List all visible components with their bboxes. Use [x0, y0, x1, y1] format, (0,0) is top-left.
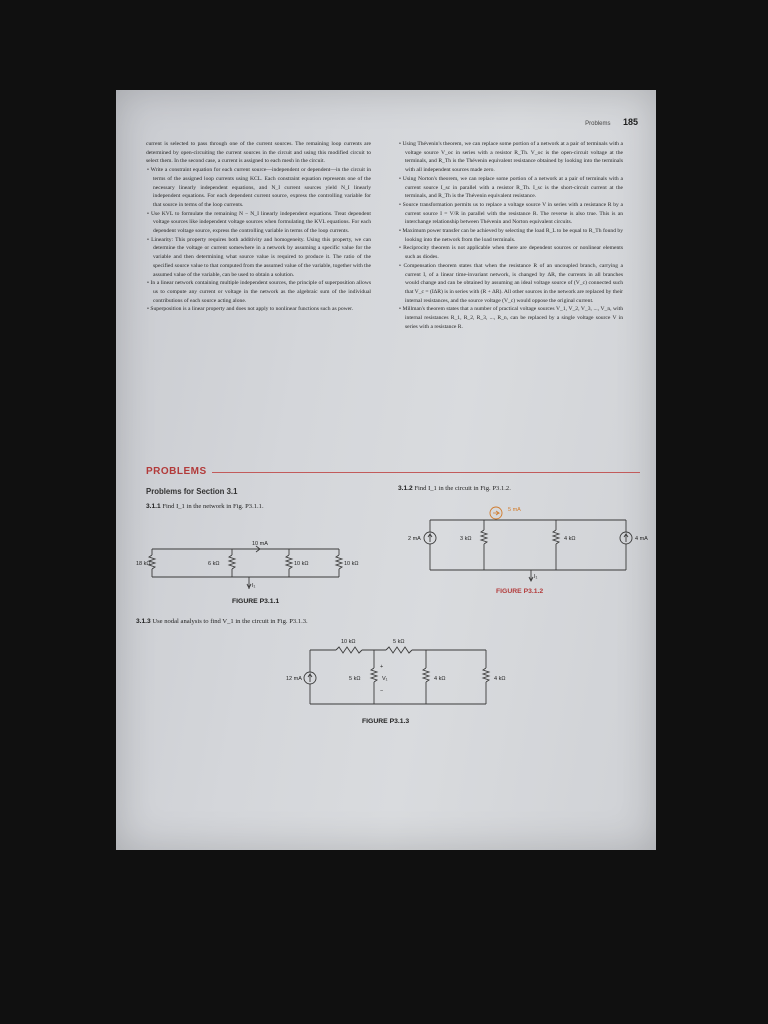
figure-caption: FIGURE P3.1.3 — [362, 718, 410, 725]
bullet-item: • Use KVL to formulate the remaining N − N_I linearly independent equations. Treat dependent voltage sources like independent voltage sources when formulating the KVL equations. For each dependent voltage source, express the controlling variable in terms of the loop currents. — [146, 210, 371, 236]
problem-3-1-1 — [146, 503, 264, 510]
textbook-page — [116, 90, 656, 850]
source-label: 5 mA — [508, 507, 521, 513]
problem-text: Find I_1 in the circuit in Fig. P3.1.2. — [414, 485, 511, 492]
resistor-label: 5 kΩ — [349, 676, 361, 682]
resistor-label: 4 kΩ — [494, 676, 506, 682]
page-number: 185 — [622, 117, 638, 127]
problem-3-1-2 — [398, 485, 511, 492]
resistor-label: 6 kΩ — [208, 561, 220, 567]
resistor-label: 10 kΩ — [294, 561, 309, 567]
running-header: Problems — [585, 121, 611, 127]
polarity-plus: + — [380, 664, 384, 670]
bullet-item: • Maximum power transfer can be achieved by selecting the load R_L to be equal to R_Th found by looking into the network from the load terminals. — [398, 227, 623, 244]
bullet-item: • Using Norton's theorem, we can replace some portion of a network at a pair of terminals with a current source I_sc in parallel with a resistor R_Th. I_sc is the short-circuit current at the terminals, and R_Th is the Thévenin equivalent resistance. — [398, 175, 623, 201]
problem-3-1-3 — [136, 618, 308, 625]
problems-heading: PROBLEMS — [146, 466, 207, 477]
bullet-item: • Linearity: This property requires both additivity and homogeneity. Using this property, we can determine the voltage or current somewhere in a network by assuming a specific value for the variable and then determining what source value is required to produce it. The ratio of the specified source value to that computed from the assumed value of the variable, together with the assumed value of the variable, can be used to obtain a solution. — [146, 236, 371, 280]
problem-number: 3.1.1 — [146, 503, 161, 510]
figure-caption: FIGURE P3.1.1 — [232, 598, 280, 605]
resistor-label: 18 kΩ — [136, 561, 151, 567]
bullet-item: • Reciprocity theorem is not applicable when there are dependent sources or nonlinear elements such as diodes. — [398, 244, 623, 261]
resistor-label: 5 kΩ — [393, 639, 405, 645]
bullet-item: • Superposition is a linear property and does not apply to nonlinear functions such as power. — [146, 305, 371, 314]
right-column — [398, 140, 623, 331]
resistor-label: 3 kΩ — [460, 536, 472, 542]
bullet-item: • In a linear network containing multiple independent sources, the principle of superposition allows us to compute any current or voltage in the network as the algebraic sum of the individual contributions of each source acting alone. — [146, 279, 371, 305]
problem-number: 3.1.2 — [398, 485, 413, 492]
bullet-item: • Millman's theorem states that a number of practical voltage sources V_1, V_2, V_3, ..., V_n, with internal resistances R_1, R_2, R_3, ..., R_n, can be replaced by a single voltage source V in series with a resistance R. — [398, 305, 623, 331]
resistor-label: 4 kΩ — [434, 676, 446, 682]
resistor-label: 10 kΩ — [344, 561, 359, 567]
current-label: I₁ — [252, 583, 256, 589]
problem-text: Find I_1 in the network in Fig. P3.1.1. — [162, 503, 264, 510]
bullet-item: • Using Thévenin's theorem, we can replace some portion of a network at a pair of terminals with a voltage source V_oc in series with a resistor R_Th. V_oc is the open-circuit voltage at the terminals, and R_Th is the Thévenin equivalent resistance obtained by looking into the terminals with all independent sources made zero. — [398, 140, 623, 175]
resistor-label: 10 kΩ — [341, 639, 356, 645]
paragraph: current is selected to pass through one of the current sources. The remaining loop currents are determined by open-circuiting the current sources in the circuit and using this modified circuit to select them. In the second case, a current is assigned to each mesh in the circuit. — [146, 141, 371, 165]
left-column — [146, 140, 371, 314]
resistor-label: 4 kΩ — [564, 536, 576, 542]
heading-rule — [212, 472, 640, 473]
source-label: 4 mA — [635, 536, 648, 542]
source-label: 10 mA — [252, 541, 268, 547]
bullet-item: • Write a constraint equation for each current source—independent or dependent—in the circuit in terms of the assigned loop currents using KCL. Each constraint equation represents one of the necessary linearly independent equations, and N_I current sources yield N_I linearly independent equations. For each dependent current source, express the controlling variable for that source in terms of the loop currents. — [146, 166, 371, 210]
current-label: I₁ — [534, 574, 538, 580]
problem-text: Use nodal analysis to find V_1 in the circuit in Fig. P3.1.3. — [152, 618, 308, 625]
polarity-minus: − — [380, 688, 384, 694]
voltage-label: V₁ — [382, 676, 388, 682]
circuit-diagram-p3-1-3 — [286, 638, 516, 713]
section-heading: Problems for Section 3.1 — [146, 487, 238, 496]
figure-caption: FIGURE P3.1.2 — [496, 588, 544, 595]
circuit-diagram-p3-1-1 — [136, 535, 364, 605]
circuit-diagram-p3-1-2 — [408, 507, 648, 588]
bullet-item: • Source transformation permits us to replace a voltage source V in series with a resistance R by a current source I = V/R in parallel with the resistance R. The reverse is also true. This is an interchange relationship between Thévenin and Norton equivalent circuits. — [398, 201, 623, 227]
source-label: 2 mA — [408, 536, 421, 542]
problem-number: 3.1.3 — [136, 618, 151, 625]
source-label: 12 mA — [286, 676, 302, 682]
bullet-item: • Compensation theorem states that when the resistance R of an uncoupled branch, carrying a current I, of a linear time-invariant network, is changed by ΔR, the currents in all branches would change and can be obtained by assuming an ideal voltage source of (V_c) connected such that V_c = (IΔR) is in series with (R + ΔR). All other sources in the network are replaced by their internal resistances, and the source voltage (V_c) would oppose the original current. — [398, 262, 623, 306]
page-header — [585, 112, 638, 130]
